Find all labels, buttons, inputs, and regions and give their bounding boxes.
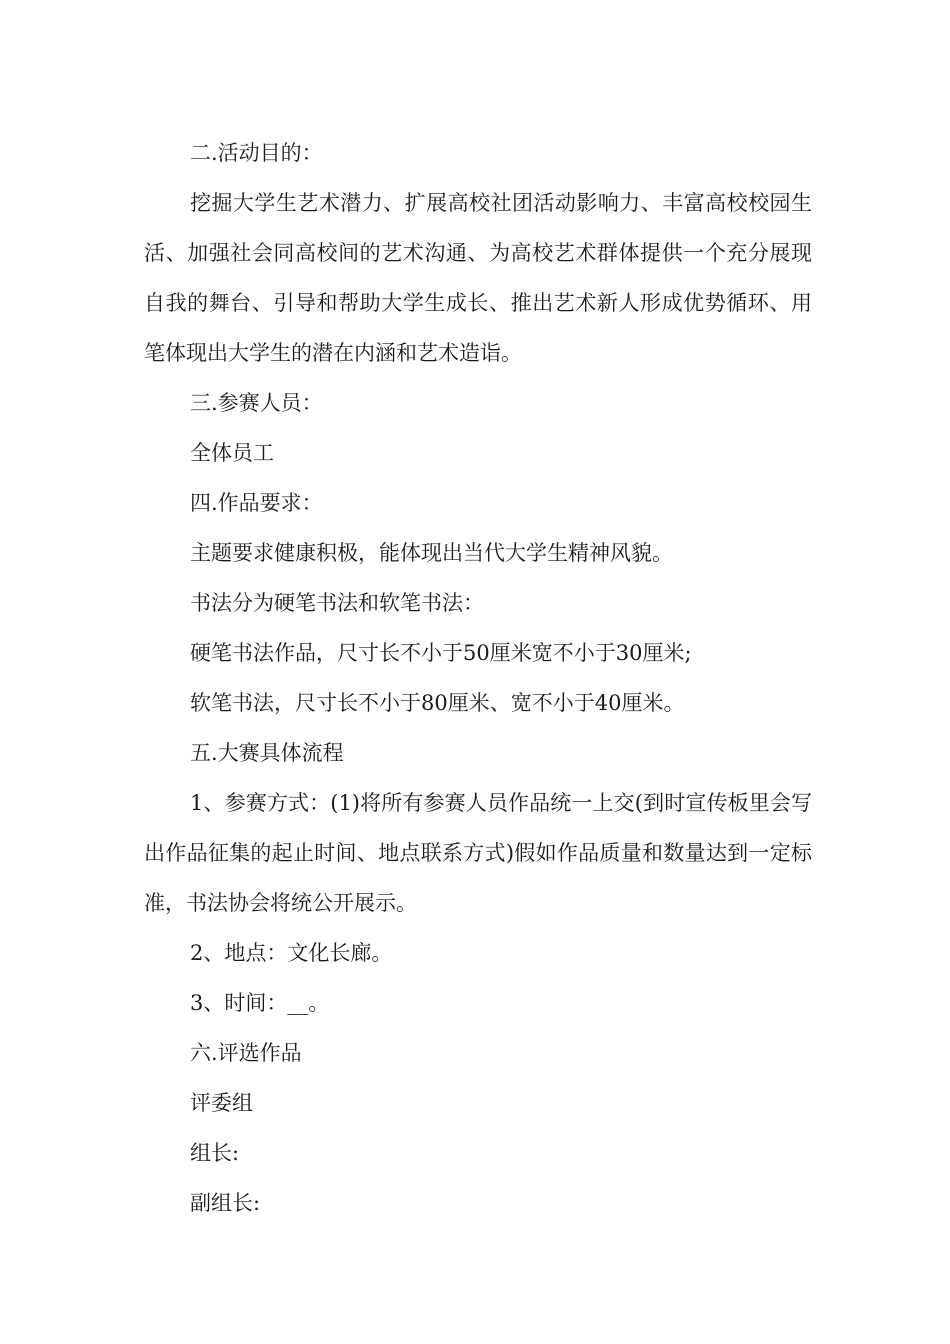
paragraph-participants: 全体员工 [190,441,274,465]
heading-judging: 六.评选作品 [190,1041,302,1065]
paragraph-hard-pen-size: 硬笔书法作品，尺寸长不小于50厘米宽不小于30厘米; [190,641,692,665]
paragraph-theme-requirement: 主题要求健康积极，能体现出当代大学生精神风貌。 [190,541,673,565]
paragraph-entry-method: 1、参赛方式：(1)将所有参赛人员作品统一上交(到时宣传板里会写出作品征集的起止时间、地点联系方式)假如作品质量和数量达到一定标准，书法协会将统公开展示。 [144,791,812,915]
paragraph-calligraphy-types: 书法分为硬笔书法和软笔书法： [190,591,484,615]
document-body [144,128,812,1228]
heading-work-requirements: 四.作品要求： [190,491,323,515]
paragraph-activity-purpose: 挖掘大学生艺术潜力、扩展高校社团活动影响力、丰富高校校园生活、加强社会同高校间的艺术沟通、为高校艺术群体提供一个充分展现自我的舞台、引导和帮助大学生成长、推出艺术新人形成优势循环、用笔体现出大学生的潜在内涵和艺术造诣。 [144,191,812,365]
paragraph-jury: 评委组 [190,1091,253,1115]
paragraph-leader: 组长: [190,1141,240,1165]
paragraph-deputy-leader: 副组长: [190,1191,261,1215]
paragraph-time: 3、时间：__。 [190,991,330,1015]
heading-competition-process: 五.大赛具体流程 [190,741,344,765]
paragraph-brush-size: 软笔书法，尺寸长不小于80厘米、宽不小于40厘米。 [190,691,685,715]
paragraph-location: 2、地点：文化长廊。 [190,941,393,965]
heading-participants: 三.参赛人员： [190,391,323,415]
heading-activity-purpose: 二.活动目的： [190,141,323,165]
